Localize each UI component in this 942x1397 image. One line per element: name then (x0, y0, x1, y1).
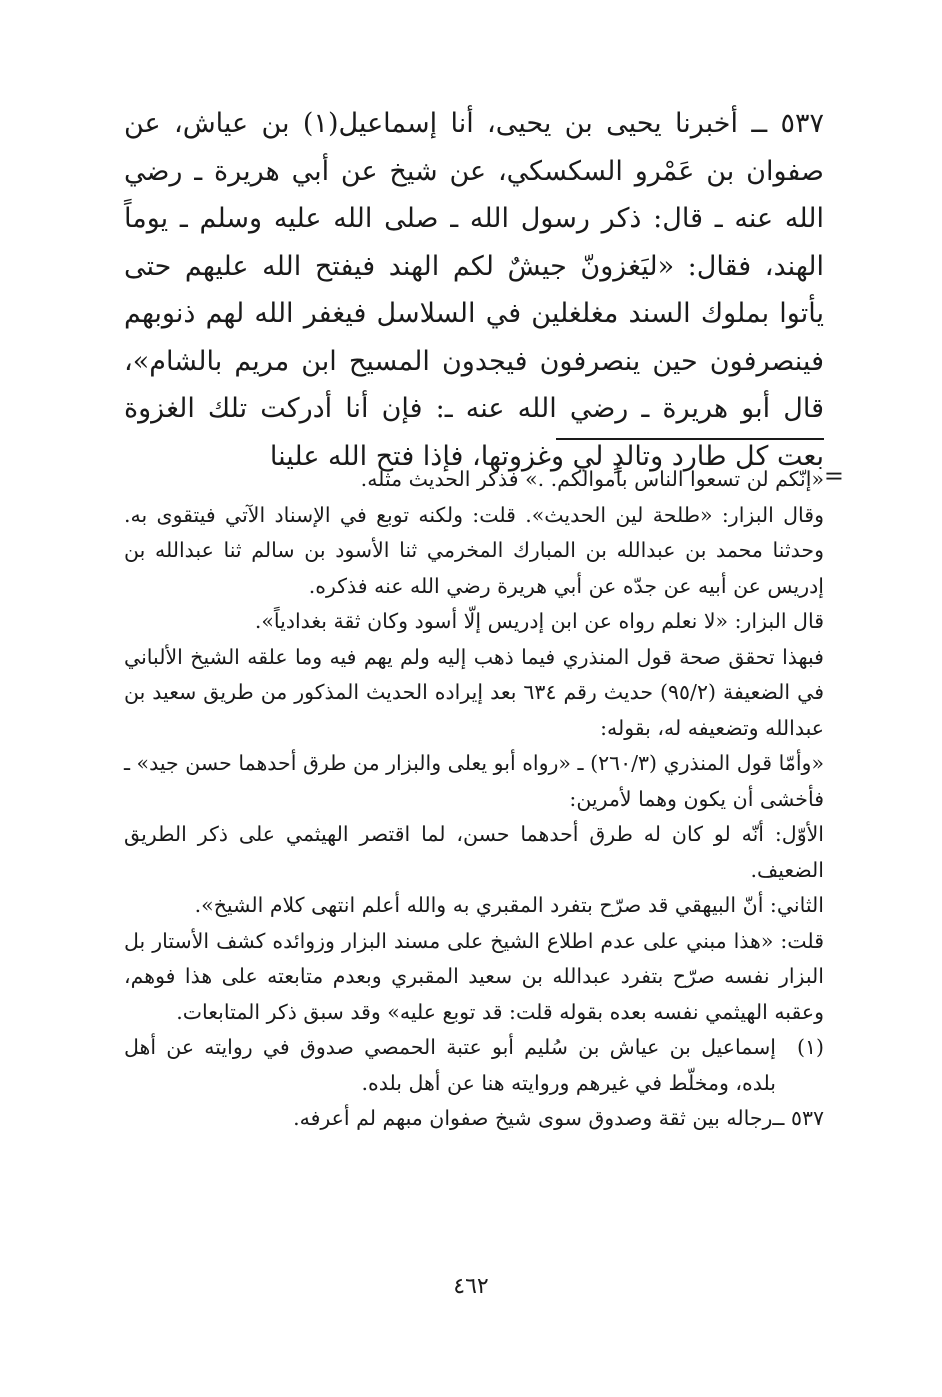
note-paragraph: الأوّل: أنّه لو كان له طرق أحدهما حسن، لما اقتصر الهيثمي على ذكر الطريق الضعيف. (124, 822, 824, 882)
note-paragraph: «إنّكم لن تسعوا الناس بأموالكم. .» فذكر الحديث مثله. (360, 467, 824, 491)
footnotes-section (124, 462, 824, 1137)
footnote-1 (124, 1030, 824, 1101)
footnote-number: ٥٣٧ ــ (772, 1106, 824, 1130)
footnote-text: رجاله بين ثقة وصدوق سوى شيخ صفوان مبهم لم أعرفه. (293, 1106, 773, 1130)
note-paragraph: وقال البزار: «طلحة لين الحديث». قلت: ولكنه توبع في الإسناد الآتي فيتقوى به. وحدثنا محمد بن عبدالله بن المبارك المخرمي ثنا الأسود بن سالم ثنا عبدالله بن إدريس عن أبيه عن جدّه عن أبي هريرة رضي الله عنه فذكره. (124, 502, 824, 598)
footnote-separator (556, 438, 824, 440)
page-number: ٤٦٢ (453, 1274, 489, 1299)
note-paragraph: فبهذا تحقق صحة قول المنذري فيما ذهب إليه ولم يهم فيه وما علقه الشيخ الألباني في الضعيفة (٩٥/٢) حديث رقم ٦٣٤ بعد إيراده الحديث المذكور من طريق سعيد بن عبدالله وتضعيفه له، بقوله: (124, 644, 824, 740)
note-paragraph: قلت: «هذا مبني على عدم اطلاع الشيخ على مسند البزار وزوائده كشف الأستار بل البزار نفسه صرّح بتفرد عبدالله بن سعيد المقبري وبعدم متابعته على هذا فوهم، وعقبه الهيثمي نفسه بعده بقوله قلت: قد توبع عليه» وقد سبق ذكر المتابعات. (124, 928, 824, 1024)
note-paragraph: الثاني: أنّ البيهقي قد صرّح بتفرد المقبري به والله أعلم انتهى كلام الشيخ». (194, 893, 824, 917)
footnote-text: إسماعيل بن عياش بن سُليم أبو عتبة الحمصي صدوق في روايته عن أهل بلده، ومخلّط في غيرهم وروايته هنا عن أهل بلده. (124, 1035, 776, 1095)
note-paragraph: قال البزار: «لا نعلم رواه عن ابن إدريس إلّا أسود وكان ثقة بغدادياً». (254, 609, 824, 633)
footnote-537 (124, 1101, 824, 1137)
note-paragraph: «وأمّا قول المنذري (٢٦٠/٣) ـ «رواه أبو يعلى والبزار من طرق أحدهما حسن جيد» ـ فأخشى أن يكون وهما لأمرين: (124, 751, 824, 811)
hadith-text (124, 100, 824, 480)
continuation-mark: = (823, 462, 844, 490)
hadith-paragraph: ٥٣٧ ــ أخبرنا يحيى بن يحيى، أنا إسماعيل(١) بن عياش، عن صفوان بن عَمْرو السكسكي، عن شيخ عن أبي هريرة ـ رضي الله عنه ـ قال: ذكر رسول الله ـ صلى الله عليه وسلم ـ يوماً الهند، فقال: «ليَغزونّ جيشٌ لكم الهند فيفتح الله عليهم حتى يأتوا بملوك السند مغلغلين في السلاسل فيغفر الله لهم ذنوبهم فينصرفون حين ينصرفون فيجدون المسيح ابن مريم بالشام»، قال أبو هريرة ـ رضي الله عنه ـ: فإن أنا أدركت تلك الغزوة بعت كل طارد وتالدٍ لي وغزوتها، فإذا فتح الله علينا (124, 108, 824, 472)
footnote-number: (١) (796, 1035, 824, 1059)
